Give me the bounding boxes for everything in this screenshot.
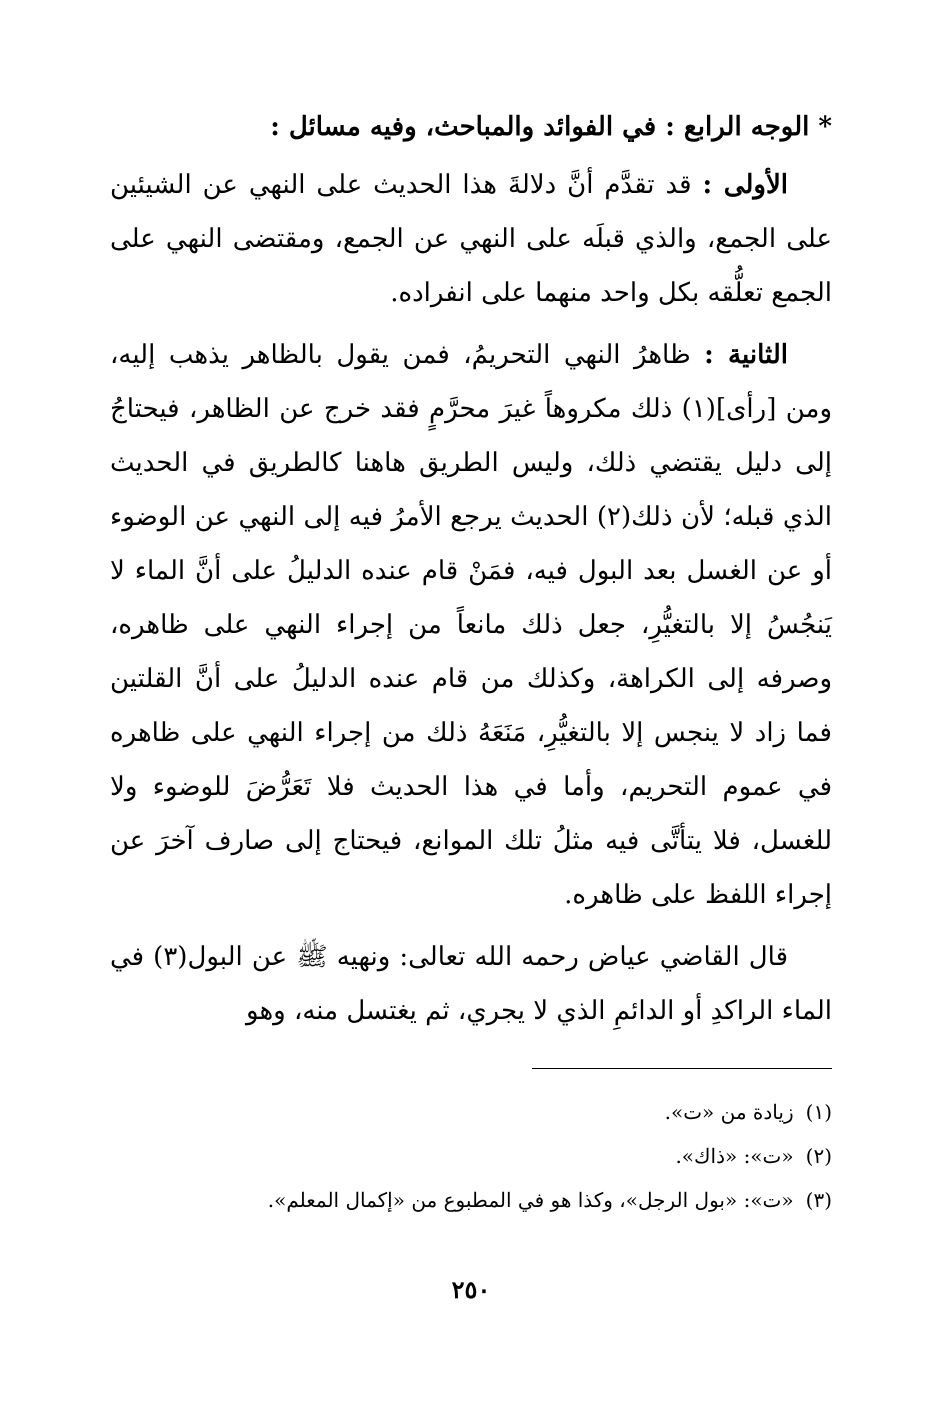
paragraph-text: قد تقدَّم أنَّ دلالةَ هذا الحديث على النهي عن الشيئين على الجمع، والذي قبلَه على النهي عن الجمع، ومقتضى النهي على الجمع تعلُّقه بكل واحد منهما على انفراده. [110, 170, 832, 308]
footnote-2 [110, 1134, 832, 1178]
footnote-number: (٢) [805, 1144, 832, 1168]
paragraph-qadi-iyad [110, 930, 832, 1038]
paragraph-text: قال القاضي عياض رحمه الله تعالى: ونهيه ﷺ عن البول(٣) في الماء الراكدِ أو الدائمِ الذي لا يجري، ثم يغتسل منه، وهو [110, 942, 832, 1026]
paragraph-first-issue [110, 158, 832, 320]
footnote-3 [110, 1178, 832, 1222]
footnote-text: «ت»: «بول الرجل»، وكذا هو في المطبوع من «إكمال المعلم». [267, 1188, 794, 1212]
paragraph-text: ظاهرُ النهي التحريمُ، فمن يقول بالظاهر يذهب إليه، ومن [رأى](١) ذلك مكروهاً غيرَ محرَّمٍ فقد خرج عن الظاهر، فيحتاجُ إلى دليل يقتضي ذلك، وليس الطريق هاهنا كالطريق في الحديث الذي قبله؛ لأن ذلك(٢) الحديث يرجع الأمرُ فيه إلى النهي عن الوضوء أو عن الغسل بعد البول فيه، فمَنْ قام عنده الدليلُ على أنَّ الماء لا يَنجُسُ إلا بالتغيُّرِ، جعل ذلك مانعاً من إجراء النهي على ظاهره، وصرفه إلى الكراهة، وكذلك من قام عنده الدليلُ على أنَّ القلتين فما زاد لا ينجس إلا بالتغيُّرِ، مَنَعَهُ ذلك من إجراء النهي على ظاهره في عموم التحريم، وأما في هذا الحديث فلا تَعَرُّضَ للوضوء ولا للغسل، فلا يتأتَّى فيه مثلُ تلك الموانع، فيحتاج إلى صارف آخرَ عن إجراء اللفظ على ظاهره. [110, 340, 832, 910]
footnote-number: (١) [805, 1100, 832, 1124]
main-text [110, 100, 832, 1038]
footnotes [110, 1090, 832, 1222]
paragraph-second-issue [110, 328, 832, 922]
footnote-1 [110, 1090, 832, 1134]
paragraph-lead: الثانية : [704, 340, 788, 370]
footnote-number: (٣) [805, 1188, 832, 1212]
book-page [110, 100, 832, 1340]
page-number: ٢٥٠ [451, 1275, 491, 1304]
footnote-text: زيادة من «ت». [664, 1100, 794, 1124]
paragraph-lead: الأولى : [702, 170, 789, 200]
footnote-separator [532, 1068, 832, 1069]
footnote-text: «ت»: «ذاك». [675, 1144, 794, 1168]
section-heading: * الوجه الرابع : في الفوائد والمباحث، وفيه مسائل : [270, 112, 832, 142]
